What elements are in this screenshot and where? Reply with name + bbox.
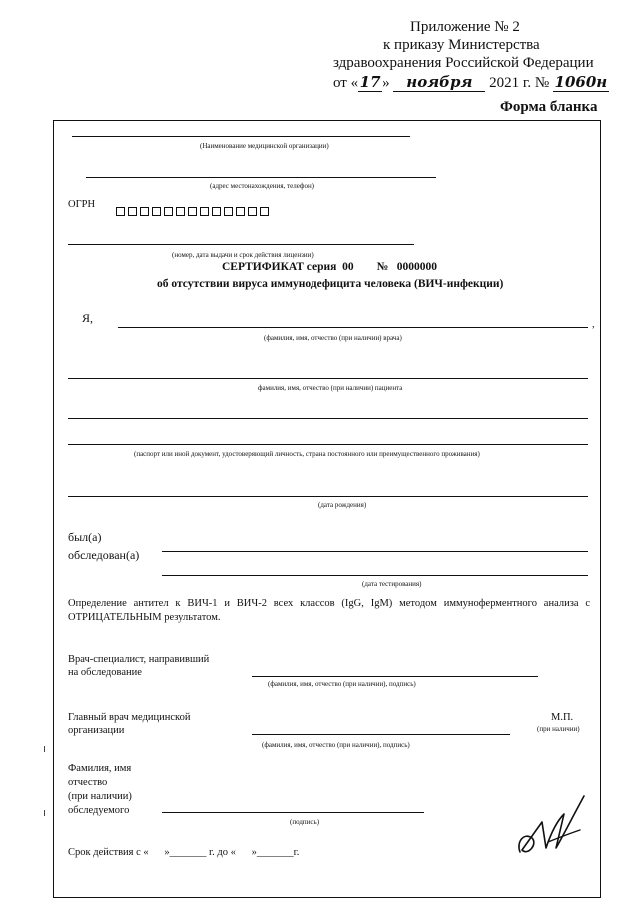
order-date-line (333, 73, 609, 92)
examined-label-2: обследован(а) (68, 548, 140, 562)
test-date-caption: (дата тестирования) (362, 580, 422, 588)
margin-mark (44, 746, 45, 752)
address-caption: (адрес местонахождения, телефон) (210, 182, 315, 190)
ogrn-label: ОГРН (68, 199, 96, 210)
chief-doctor-line[interactable] (252, 734, 510, 735)
examined-line-2[interactable] (162, 575, 588, 576)
ogrn-box[interactable] (200, 207, 209, 216)
patient-name-line[interactable] (68, 378, 588, 379)
ogrn-boxes[interactable] (116, 202, 272, 220)
ogrn-box[interactable] (176, 207, 185, 216)
examinee-label-4: обследуемого (68, 805, 130, 816)
handwritten-signature (512, 790, 588, 862)
referring-caption: (фамилия, имя, отчество (при наличии), подпись) (268, 680, 416, 688)
certificate-title: СЕРТИФИКАТ серия 00 № 0000000 (222, 261, 438, 273)
appendix-number: Приложение № 2 (410, 19, 520, 35)
org-name-line[interactable] (72, 136, 410, 137)
ogrn-box[interactable] (224, 207, 233, 216)
signature-caption: (подпись) (290, 818, 320, 826)
order-reference: к приказу Министерства (383, 37, 540, 53)
address-line[interactable] (86, 177, 436, 178)
ministry-name: здравоохранения Российской Федерации (333, 55, 594, 71)
ya-label: Я, (82, 311, 94, 325)
form-label: Форма бланка (500, 99, 598, 115)
margin-mark (44, 810, 45, 816)
referring-label-1: Врач-специалист, направивший (68, 654, 210, 665)
ogrn-box[interactable] (236, 207, 245, 216)
examined-label-1: был(а) (68, 530, 102, 544)
examinee-label-1: Фамилия, имя (68, 763, 132, 774)
ogrn-box[interactable] (128, 207, 137, 216)
patient-caption: фамилия, имя, отчество (при наличии) пациента (258, 384, 403, 392)
certificate-form-frame (53, 120, 601, 898)
org-name-caption: (Наименование медицинской организации) (200, 142, 329, 150)
date-mid: » (382, 75, 390, 91)
ogrn-box[interactable] (116, 207, 125, 216)
date-year: 2021 г. № (489, 75, 550, 91)
examined-line-1[interactable] (162, 551, 588, 552)
doctor-caption: (фамилия, имя, отчество (при наличии) врача) (264, 334, 402, 342)
seal-label: М.П. (551, 712, 574, 723)
license-line[interactable] (68, 244, 414, 245)
ogrn-box[interactable] (212, 207, 221, 216)
examinee-signature-line[interactable] (162, 812, 424, 813)
ogrn-box[interactable] (140, 207, 149, 216)
referring-label-2: на обследование (68, 667, 142, 678)
passport-line-1[interactable] (68, 418, 588, 419)
date-month: ноября (393, 73, 485, 92)
birth-caption: (дата рождения) (318, 501, 367, 509)
chief-label-1: Главный врач медицинской (68, 712, 191, 723)
ogrn-box[interactable] (164, 207, 173, 216)
doctor-name-line[interactable] (118, 327, 588, 328)
doctor-line-comma: , (592, 319, 595, 330)
birth-date-line[interactable] (68, 496, 588, 497)
ogrn-box[interactable] (188, 207, 197, 216)
validity-line[interactable]: Срок действия с « »_______ г. до « »_______г. (68, 847, 300, 858)
examinee-label-3: (при наличии) (68, 791, 132, 802)
result-text: Определение антител к ВИЧ-1 и ВИЧ-2 всех классов (IgG, IgM) методом иммуноферментного анализа с ОТРИЦАТЕЛЬНЫМ результатом. (68, 598, 590, 623)
referring-doctor-line[interactable] (252, 676, 538, 677)
chief-caption: (фамилия, имя, отчество (при наличии), подпись) (262, 741, 410, 749)
certificate-subtitle: об отсутствии вируса иммунодефицита человека (ВИЧ-инфекции) (157, 278, 504, 290)
date-day: 17 (359, 73, 381, 91)
passport-line-2[interactable] (68, 444, 588, 445)
license-caption: (номер, дата выдачи и срок действия лицензии) (172, 251, 314, 259)
order-number: 1060н (554, 73, 608, 91)
passport-caption: (паспорт или иной документ, удостоверяющий личность, страна постоянного или преимущественного проживания) (134, 450, 480, 458)
ogrn-box[interactable] (248, 207, 257, 216)
ogrn-box[interactable] (152, 207, 161, 216)
seal-caption: (при наличии) (537, 725, 580, 733)
ogrn-box[interactable] (260, 207, 269, 216)
chief-label-2: организации (68, 725, 125, 736)
date-prefix: от « (333, 75, 359, 91)
examinee-label-2: отчество (68, 777, 108, 788)
